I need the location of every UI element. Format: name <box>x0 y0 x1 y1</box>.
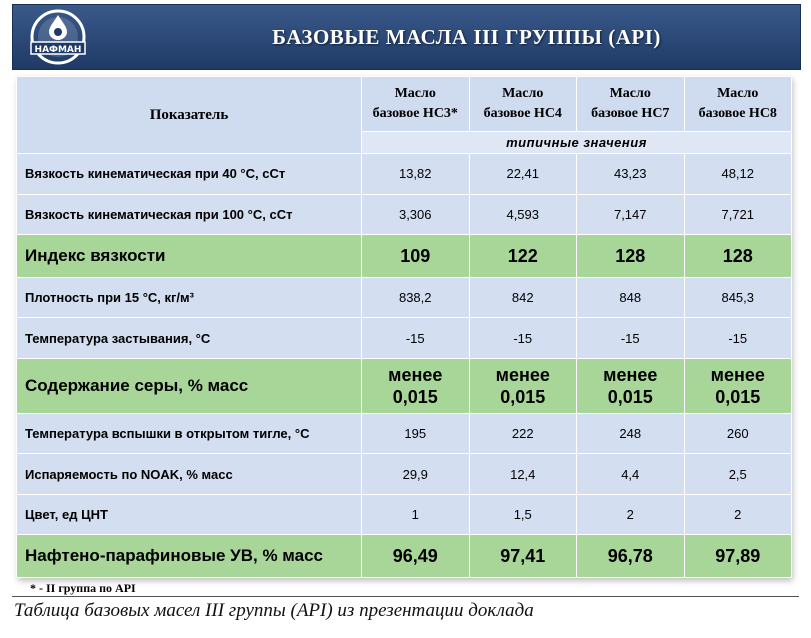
row-label: Нафтено-парафиновые УВ, % масс <box>17 535 362 578</box>
cell-value: 195 <box>362 413 470 454</box>
cell-value: 3,306 <box>362 194 470 235</box>
cell-value: менее 0,015 <box>684 358 792 413</box>
cell-value: 43,23 <box>577 154 685 195</box>
column-header: Масло базовое НС3* <box>362 77 470 132</box>
cell-value: 248 <box>577 413 685 454</box>
row-label: Вязкость кинематическая при 100 °С, сСт <box>17 194 362 235</box>
table-row <box>17 318 792 359</box>
cell-value: менее 0,015 <box>469 358 577 413</box>
table-row <box>17 277 792 318</box>
row-label: Содержание серы, % масс <box>17 358 362 413</box>
cell-value: 1 <box>362 494 470 535</box>
company-logo <box>27 7 89 67</box>
row-label: Испаряемость по NOAK, % масс <box>17 454 362 495</box>
cell-value: 48,12 <box>684 154 792 195</box>
page-title: БАЗОВЫЕ МАСЛА III ГРУППЫ (API) <box>272 25 661 49</box>
cell-value: 838,2 <box>362 277 470 318</box>
cell-value: -15 <box>684 318 792 359</box>
table-row <box>17 154 792 195</box>
table-row <box>17 358 792 413</box>
cell-value: 22,41 <box>469 154 577 195</box>
cell-value: 222 <box>469 413 577 454</box>
header-banner <box>12 4 801 70</box>
row-label: Температура вспышки в открытом тигле, °С <box>17 413 362 454</box>
table-row <box>17 494 792 535</box>
cell-value: 7,147 <box>577 194 685 235</box>
footnote: * - II группа по API <box>30 581 136 595</box>
column-header: Масло базовое НС4 <box>469 77 577 132</box>
column-header: Масло базовое НС8 <box>684 77 792 132</box>
cell-value: 4,593 <box>469 194 577 235</box>
cell-value: 842 <box>469 277 577 318</box>
divider <box>12 596 799 597</box>
param-header: Показатель <box>17 77 362 154</box>
cell-value: 128 <box>577 235 685 278</box>
cell-value: 109 <box>362 235 470 278</box>
cell-value: 12,4 <box>469 454 577 495</box>
cell-value: 97,41 <box>469 535 577 578</box>
row-label: Вязкость кинематическая при 40 °С, сСт <box>17 154 362 195</box>
row-label: Цвет, ед ЦНТ <box>17 494 362 535</box>
oil-properties-table <box>16 76 791 578</box>
table-row <box>17 194 792 235</box>
cell-value: 845,3 <box>684 277 792 318</box>
cell-value: 97,89 <box>684 535 792 578</box>
cell-value: 4,4 <box>577 454 685 495</box>
cell-value: 29,9 <box>362 454 470 495</box>
cell-value: 13,82 <box>362 154 470 195</box>
cell-value: -15 <box>577 318 685 359</box>
cell-value: 122 <box>469 235 577 278</box>
caption: Таблица базовых масел III группы (API) из презентации доклада <box>14 600 534 621</box>
cell-value: 848 <box>577 277 685 318</box>
column-header: Масло базовое НС7 <box>577 77 685 132</box>
cell-value: 2,5 <box>684 454 792 495</box>
row-label: Температура застывания, °С <box>17 318 362 359</box>
cell-value: -15 <box>469 318 577 359</box>
cell-value: 1,5 <box>469 494 577 535</box>
cell-value: 96,78 <box>577 535 685 578</box>
table-row <box>17 235 792 278</box>
cell-value: 260 <box>684 413 792 454</box>
row-label: Индекс вязкости <box>17 235 362 278</box>
cell-value: -15 <box>362 318 470 359</box>
cell-value: 2 <box>684 494 792 535</box>
table-row <box>17 535 792 578</box>
subheader-typical-values: типичные значения <box>362 131 792 153</box>
logo-text: НАФМАН <box>34 45 82 55</box>
cell-value: менее 0,015 <box>577 358 685 413</box>
cell-value: 96,49 <box>362 535 470 578</box>
cell-value: менее 0,015 <box>362 358 470 413</box>
cell-value: 2 <box>577 494 685 535</box>
table-row <box>17 413 792 454</box>
row-label: Плотность при 15 °С, кг/м³ <box>17 277 362 318</box>
table-row <box>17 454 792 495</box>
cell-value: 128 <box>684 235 792 278</box>
cell-value: 7,721 <box>684 194 792 235</box>
